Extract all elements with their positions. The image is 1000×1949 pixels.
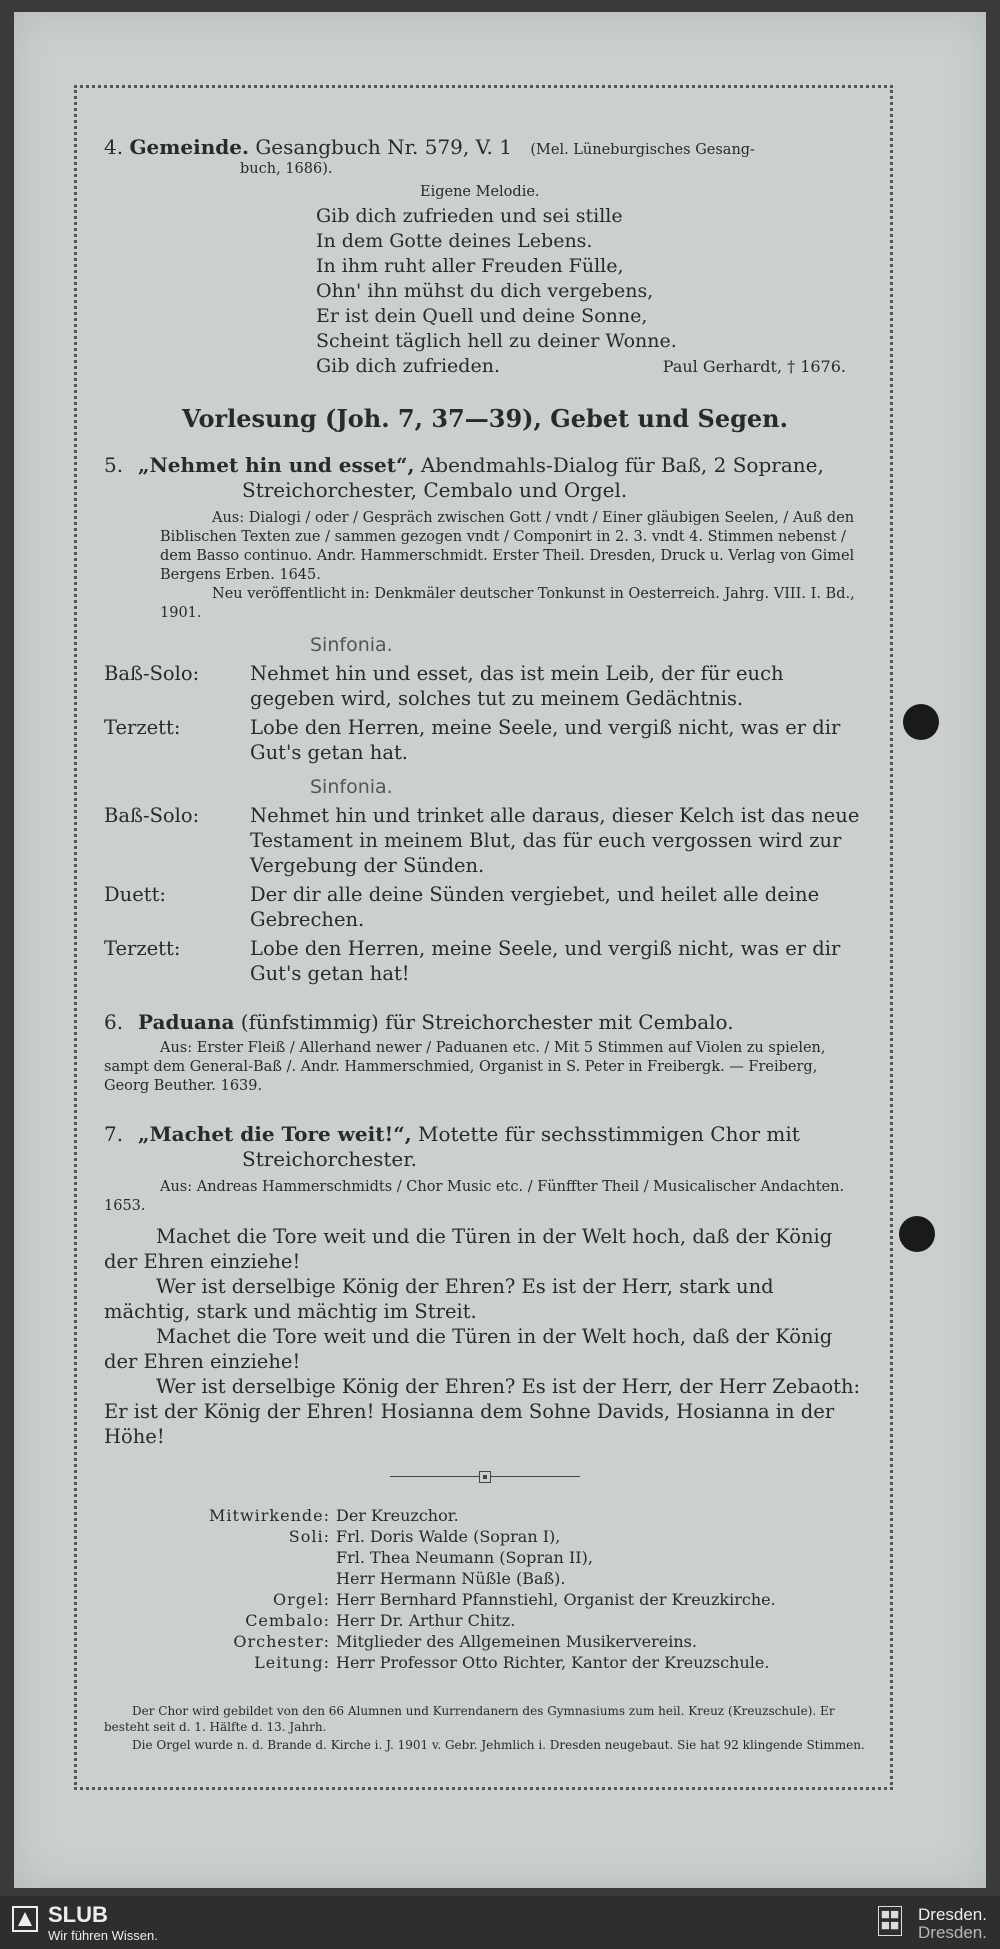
verse-line: Ohn' ihn mühst du dich vergebens, [316, 280, 654, 302]
performers-credits [152, 1505, 866, 1673]
item-number: 4. [104, 135, 124, 159]
credit-value: Der Kreuzchor. [336, 1506, 459, 1525]
viewer-footer [0, 1896, 1000, 1949]
item-description: (fünfstimmig) für Streichorchester mit Cembalo. [234, 1010, 734, 1034]
credit-row [152, 1505, 866, 1526]
credit-row [152, 1652, 866, 1673]
melody-note: (Mel. Lüneburgisches Gesang- [530, 142, 755, 158]
item-number: 6. [104, 1010, 124, 1034]
dialog-row [104, 882, 866, 932]
item-title: Gemeinde. [129, 135, 249, 159]
dialog-role: Terzett: [104, 937, 181, 960]
credit-label: Orchester: [233, 1632, 330, 1651]
motet-paragraph: Wer ist derselbige König der Ehren? Es ist der Herr, der Herr Zebaoth: Er ist der König der Ehren! Hosianna dem Sohne Davids, Hosianna in der Höhe! [104, 1375, 861, 1448]
program-content [104, 135, 866, 1753]
source-note: Aus: Dialogi / oder / Gespräch zwischen Gott / vndt / Einer gläubigen Seelen, / Auß den Biblischen Texten zue / sammen gezogen vndt / Componirt in 2. 3. vndt 4. Stimmen nebenst / dem Basso continuo. Andr. Hammerschmidt. Erster Theil. Dresden, Druck u. Verlag von Gimel Bergens Erben. 1645. [160, 510, 855, 583]
credit-value: Mitglieder des Allgemeinen Musikervereins. [336, 1632, 697, 1651]
poem-author: Paul Gerhardt, † 1676. [662, 357, 846, 376]
motet-paragraph: Machet die Tore weit und die Türen in der Welt hoch, daß der König der Ehren einziehe! [104, 1225, 833, 1273]
credit-label: Mitwirkende: [209, 1506, 330, 1525]
publication-note: Neu veröffentlicht in: Denkmäler deutscher Tonkunst in Oesterreich. Jahrg. VIII. I. Bd., 1901. [160, 586, 855, 621]
dialog-text: Der dir alle deine Sünden vergiebet, und heilet alle deine Gebrechen. [250, 883, 820, 931]
credit-value: Frl. Thea Neumann (Sopran II), [336, 1548, 593, 1567]
sinfonia-label: Sinfonia. [310, 776, 393, 798]
motet-paragraph: Machet die Tore weit und die Türen in der Welt hoch, daß der König der Ehren einziehe! [104, 1325, 833, 1373]
verse-line: Gib dich zufrieden und sei stille [316, 205, 623, 227]
footnote: Der Chor wird gebildet von den 66 Alumnen und Kurrendanern des Gymnasiums zum heil. Kreuz (Kreuzschule). Er besteht seit d. 1. Hälfte d. 13. Jahrh. [104, 1704, 835, 1734]
program-item-7 [104, 1122, 866, 1449]
footnote: Die Orgel wurde n. d. Brande d. Kirche i. J. 1901 v. Gebr. Jehmlich i. Dresden neugebaut. Sie hat 92 klingende Stimmen. [132, 1738, 865, 1752]
item-description-cont: Streichorchester, Cembalo und Orgel. [242, 478, 628, 502]
item-reference: Gesangbuch Nr. 579, V. 1 [255, 135, 512, 159]
verse-line: In dem Gotte deines Lebens. [316, 230, 593, 252]
dialog-row [104, 661, 866, 711]
dialog-row [104, 936, 866, 986]
dialog-text: Lobe den Herren, meine Seele, und vergiß nicht, was er dir Gut's getan hat! [250, 937, 841, 985]
item-description-cont: Streichorchester. [242, 1147, 417, 1171]
credit-value: Frl. Doris Walde (Sopran I), [336, 1527, 561, 1546]
program-item-4 [104, 135, 866, 379]
verse-line: In ihm ruht aller Freuden Fülle, [316, 255, 624, 277]
slub-tagline: Wir führen Wissen. [48, 1928, 158, 1943]
dialog-role: Baß-Solo: [104, 662, 200, 685]
dialog-role: Terzett: [104, 716, 181, 739]
credit-value: Herr Hermann Nüßle (Baß). [336, 1569, 566, 1588]
item-description: Motette für sechsstimmigen Chor mit [411, 1122, 800, 1146]
item-title: „Machet die Tore weit!“, [138, 1122, 412, 1146]
credit-value: Herr Dr. Arthur Chitz. [336, 1611, 516, 1630]
motet-text [104, 1224, 866, 1449]
verse-line: Gib dich zufrieden. [316, 355, 500, 377]
item-number: 5. [104, 453, 124, 477]
credit-row [152, 1610, 866, 1631]
program-item-5 [104, 453, 866, 986]
verse-line: Er ist dein Quell und deine Sonne, [316, 305, 648, 327]
melody-note-cont: buch, 1686). [240, 161, 333, 177]
credit-row [152, 1631, 866, 1652]
dialog-role: Duett: [104, 883, 166, 906]
source-note: Aus: Erster Fleiß / Allerhand newer / Paduanen etc. / Mit 5 Stimmen auf Violen zu spielen, sampt dem General-Baß /. Andr. Hammerschmied, Organist in S. Peter in Freibergk. — Freiberg, Georg Beuther. 1639. [104, 1040, 826, 1094]
source-note: Aus: Andreas Hammerschmidts / Chor Music etc. / Fünffter Theil / Musicalischer Andachten. 1653. [104, 1179, 845, 1214]
item-title: „Nehmet hin und esset“, [138, 453, 415, 477]
dialog-role: Baß-Solo: [104, 804, 200, 827]
credit-label: Orgel: [273, 1590, 330, 1609]
credit-row [152, 1589, 866, 1610]
verse-line: Scheint täglich hell zu deiner Wonne. [316, 330, 677, 352]
dialog-text: Nehmet hin und trinket alle daraus, dieser Kelch ist das neue Testament in meinem Blut, das für euch vergossen wird zur Vergebung der Sünden. [250, 804, 860, 877]
credit-label: Soli: [288, 1527, 330, 1546]
dresden-logo-text[interactable]: Dresden. Dresden. [918, 1905, 987, 1942]
reading-heading: Vorlesung (Joh. 7, 37—39), Gebet und Segen. [182, 404, 788, 433]
melody-label: Eigene Melodie. [420, 184, 540, 200]
item-title: Paduana [138, 1010, 235, 1034]
dialog-text: Nehmet hin und esset, das ist mein Leib, der für euch gegeben wird, solches tut zu meinem Gedächtnis. [250, 662, 784, 710]
slub-logo-icon[interactable] [12, 1906, 38, 1932]
item-description: Abendmahls-Dialog für Baß, 2 Soprane, [414, 453, 824, 477]
punch-hole [903, 704, 939, 740]
ornamental-divider [390, 1471, 580, 1483]
credit-label: Leitung: [254, 1653, 330, 1672]
credit-value: Herr Bernhard Pfannstiehl, Organist der Kreuzkirche. [336, 1590, 776, 1609]
dialog-text: Lobe den Herren, meine Seele, und vergiß nicht, was er dir Gut's getan hat. [250, 716, 841, 764]
motet-paragraph: Wer ist derselbige König der Ehren? Es ist der Herr, stark und mächtig, stark und mächtig im Streit. [104, 1275, 774, 1323]
hymn-verse [316, 204, 866, 379]
sinfonia-label: Sinfonia. [310, 634, 393, 656]
slub-logo-text[interactable]: SLUB [48, 1902, 108, 1927]
dresden-logo-icon[interactable] [878, 1906, 902, 1936]
punch-hole [899, 1216, 935, 1252]
credit-row [152, 1526, 866, 1589]
credit-label: Cembalo: [245, 1611, 330, 1630]
credit-value: Herr Professor Otto Richter, Kantor der Kreuzschule. [336, 1653, 770, 1672]
dialog-row [104, 803, 866, 878]
program-item-6 [104, 1010, 866, 1096]
item-number: 7. [104, 1122, 124, 1146]
dialog-row [104, 715, 866, 765]
